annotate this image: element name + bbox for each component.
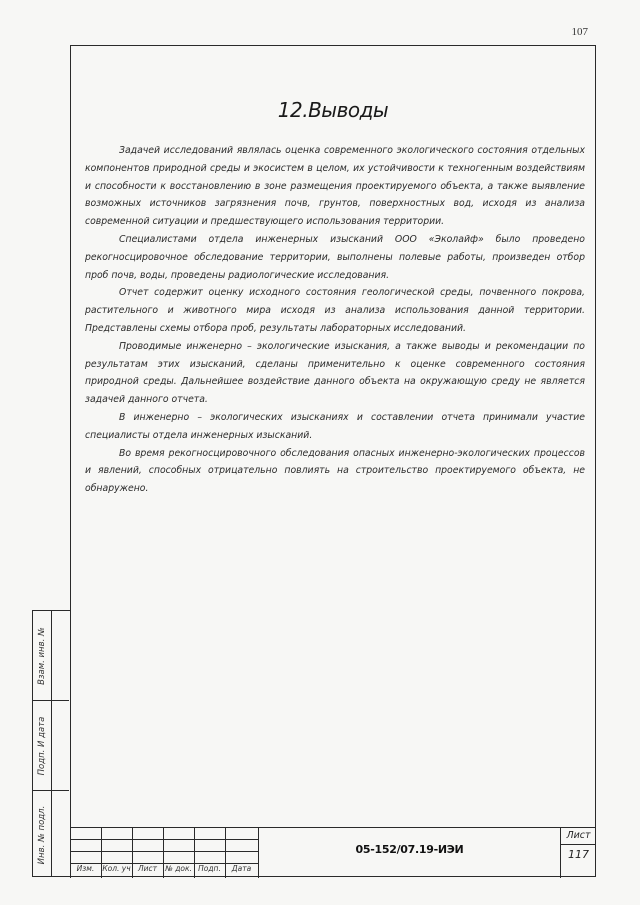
sheet-label: Лист [561, 828, 596, 845]
vzam-inv-cell [33, 611, 51, 700]
inv-podl-label: Инв. № подл. [37, 805, 47, 865]
paragraph: Во время рекогносцировочного обследования опасных инженерно-экологических процессов и явлений, способных отрицательно повлиять на строительство проектируемого объекта, не обнаружено. [85, 447, 585, 495]
doc-code: 05-152/07.19-ИЭИ [355, 843, 464, 856]
paragraph: Отчет содержит оценку исходного состояния геологической среды, почвенного покрова, растительного и животного мира исходя из анализа использования данной территории. Представлены схемы отбора проб, результаты лабораторных исследований. [85, 287, 585, 334]
podp-data-label: Подп. И дата [37, 716, 47, 776]
col-podp: Подп. [198, 864, 221, 873]
revision-grid [70, 828, 258, 878]
sheet-number: 117 [568, 848, 589, 861]
title-block [70, 827, 596, 877]
side-strip-label-column [33, 611, 52, 876]
col-data: Дата [231, 864, 252, 873]
paragraph: Задачей исследований являлась оценка современного экологического состояния отдельных компонентов природной среды и экосистем в целом, их устойчивости к техногенным воздействиям и способности к восстановлению в зоне размещения проектируемого объекта, а также выявление возможных источников загрязнения почв, грунтов, поверхностных вод, исходя из анализа современной ситуации и предшествующего использования территории. [85, 145, 585, 228]
divider [70, 839, 258, 840]
divider [51, 790, 69, 791]
doc-code-cell [258, 828, 560, 878]
col-izm: Изм. [76, 864, 95, 873]
inv-podl-cell [33, 790, 51, 879]
divider [70, 851, 258, 852]
vzam-inv-label: Взам. инв. № [37, 626, 47, 685]
side-strip-value-column [51, 611, 69, 876]
sheet-cell [560, 828, 596, 878]
page-number-top: 107 [571, 26, 588, 38]
col-kol-uch: Кол. уч [102, 864, 131, 873]
podp-data-cell [33, 700, 51, 791]
drawing-frame [70, 45, 596, 877]
paragraph: Проводимые инженерно – экологические изыскания, а также выводы и рекомендации по результатам этих изысканий, сделаны применительно к оценке современного состояния природной среды. Дальнейшее воздействие данного объекта на окружающую среду не является задачей данного отчета. [85, 340, 585, 406]
body-text [85, 142, 585, 498]
paragraph: В инженерно – экологических изысканиях и составлении отчета принимали участие специалисты отдела инженерных изысканий. [85, 411, 585, 441]
side-strip [32, 610, 70, 877]
col-doc-number: № док. [165, 864, 192, 873]
document-title: 12.Выводы [277, 98, 389, 122]
paragraph: Специалистами отдела инженерных изысканий ООО «Эколайф» было проведено рекогносцировочное обследование территории, выполнены полевые работы, произведен отбор проб почв, воды, проведены радиологические исследования. [85, 233, 585, 281]
col-list: Лист [137, 864, 157, 873]
divider [51, 700, 69, 701]
